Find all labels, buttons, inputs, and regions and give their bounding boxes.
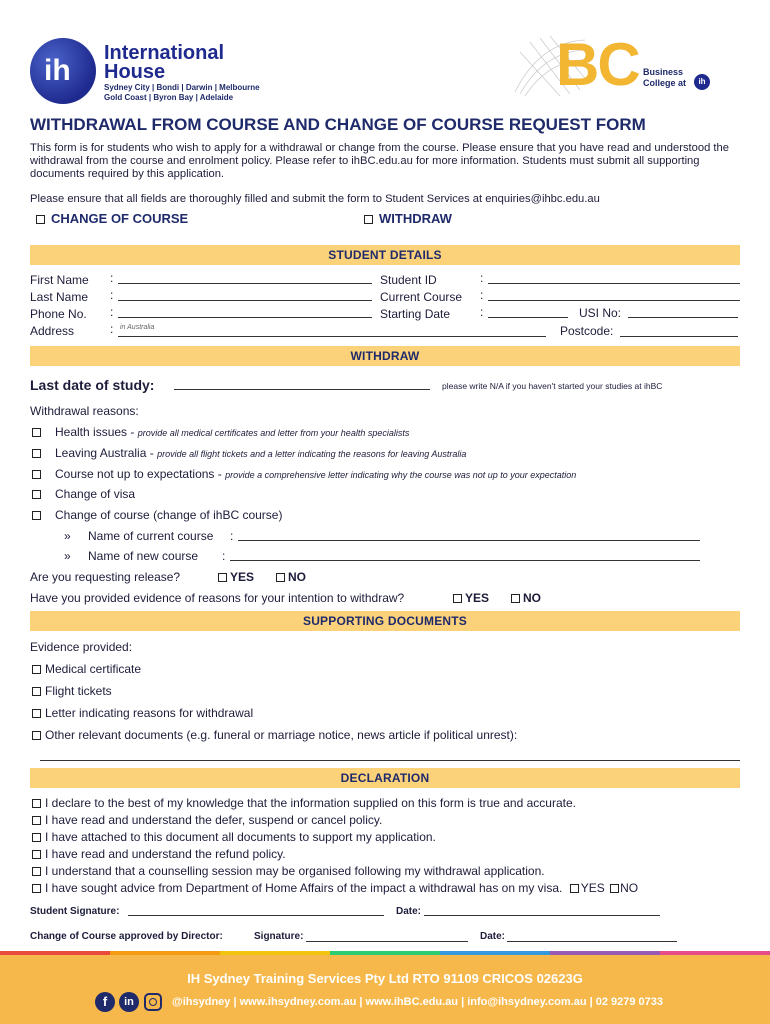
doc-checkbox[interactable] [32,687,41,696]
current-course-name-label: Name of current course [88,529,214,543]
bc-sub-2: College at [643,78,687,88]
date-field[interactable] [424,915,660,916]
doc-letter[interactable]: Letter indicating reasons for withdrawal [32,706,253,720]
first-name-field[interactable] [118,283,372,284]
colon: : [110,322,114,336]
footer [0,955,770,1024]
release-yes[interactable]: YES [218,570,254,584]
declaration-item[interactable]: I declare to the best of my knowledge that the information supplied on this form is true and accurate. [32,796,576,810]
reason-checkbox[interactable] [32,511,41,520]
ih-cities-1: Sydney City | Bondi | Darwin | Melbourne [104,83,260,92]
first-name-label: First Name [30,273,89,287]
director-date-field[interactable] [507,941,677,942]
doc-flight[interactable]: Flight tickets [32,684,112,698]
other-documents-field[interactable] [40,760,740,761]
colon: : [480,271,484,285]
director-signature-field[interactable] [306,941,468,942]
reason-checkbox[interactable] [32,449,41,458]
footer-company: IH Sydney Training Services Pty Ltd RTO 91109 CRICOS 02623G [187,971,583,986]
declaration-checkbox[interactable] [32,867,41,876]
last-name-label: Last Name [30,290,89,304]
date-label: Date: [396,906,422,917]
declaration-checkbox[interactable] [32,884,41,893]
starting-date-field[interactable] [488,317,568,318]
facebook-icon[interactable]: f [95,992,115,1012]
bullet: » [64,529,71,543]
reason-change-course[interactable]: Change of course (change of ihBC course) [32,508,282,522]
last-date-label: Last date of study: [30,377,155,393]
bc-sub-1: Business [643,67,684,77]
colon: : [110,305,114,319]
intro-text: This form is for students who wish to apply for a withdrawal or change from the course. Please ensure that you have read and understood the withdrawal from the course and enrolment policy. Please refer to ihBC.edu.au for more information. Students must submit all supporting documents required by this application. [30,142,729,180]
visa-yes-checkbox[interactable] [570,884,579,893]
withdraw-checkbox[interactable] [364,215,373,224]
colon: : [230,529,234,543]
usi-field[interactable] [628,317,738,318]
current-course-label: Current Course [380,290,463,304]
colon: : [480,288,484,302]
ih-small-badge: ih [694,74,710,90]
colon: : [110,271,114,285]
last-date-field[interactable] [174,389,430,390]
visa-no-checkbox[interactable] [610,884,619,893]
student-signature-field[interactable] [128,915,384,916]
bc-letters: BC [556,31,639,98]
colon: : [110,288,114,302]
phone-field[interactable] [118,317,372,318]
last-date-note: please write N/A if you haven't started your studies at ihBC [442,381,663,391]
release-question: Are you requesting release? [30,570,181,584]
reason-expectations[interactable]: Course not up to expectations - provide a comprehensive letter indicating why the course was not up to your expectation [32,467,576,481]
declaration-item[interactable]: I have sought advice from Department of Home Affairs of the impact a withdrawal has on my visa. YES NO [32,881,638,895]
current-course-field[interactable] [488,300,740,301]
change-of-course-checkbox[interactable] [36,215,45,224]
student-id-field[interactable] [488,283,740,284]
doc-checkbox[interactable] [32,709,41,718]
declaration-item[interactable]: I understand that a counselling session may be organised following my withdrawal application. [32,864,545,878]
withdraw-option[interactable]: WITHDRAW [364,211,452,226]
new-course-name-field[interactable] [230,560,700,561]
doc-medical[interactable]: Medical certificate [32,662,141,676]
ih-logo [30,36,270,106]
supporting-documents-header: SUPPORTING DOCUMENTS [30,611,740,631]
student-details-header: STUDENT DETAILS [30,245,740,265]
starting-date-label: Starting Date [380,307,451,321]
change-of-course-option[interactable]: CHANGE OF COURSE [36,211,188,226]
last-name-field[interactable] [118,300,372,301]
colon: : [480,305,484,319]
doc-other[interactable]: Other relevant documents (e.g. funeral or marriage notice, news article if political unrest): [32,728,517,742]
address-label: Address [30,324,75,338]
date-label: Date: [480,931,506,942]
instagram-icon[interactable] [144,993,162,1011]
signature-label: Signature: [254,931,304,942]
declaration-checkbox[interactable] [32,799,41,808]
bc-logo [510,32,730,102]
reason-health[interactable]: Health issues - provide all medical certificates and letter from your health specialists [32,425,409,439]
evidence-yes[interactable]: YES [453,591,489,605]
reason-checkbox[interactable] [32,428,41,437]
reason-checkbox[interactable] [32,490,41,499]
ih-cities-2: Gold Coast | Byron Bay | Adelaide [104,93,234,102]
linkedin-icon[interactable]: in [119,992,139,1012]
declaration-item[interactable]: I have read and understand the defer, suspend or cancel policy. [32,813,382,827]
usi-label: USI No: [579,306,622,320]
withdraw-header: WITHDRAW [30,346,740,366]
release-yes-checkbox[interactable] [218,573,227,582]
declaration-checkbox[interactable] [32,816,41,825]
reason-leaving[interactable]: Leaving Australia - provide all flight tickets and a letter indicating the reasons for leaving Australia [32,446,466,460]
director-approval-label: Change of Course approved by Director: [30,931,223,942]
phone-label: Phone No. [30,307,87,321]
postcode-label: Postcode: [560,324,614,338]
colon: : [222,549,226,563]
ih-globe-letters: ih [44,54,71,87]
form-title: WITHDRAWAL FROM COURSE AND CHANGE OF COURSE REQUEST FORM [30,115,646,134]
doc-checkbox[interactable] [32,731,41,740]
declaration-checkbox[interactable] [32,850,41,859]
current-course-name-field[interactable] [238,540,700,541]
address-hint: in Australia [120,324,155,331]
doc-checkbox[interactable] [32,665,41,674]
reason-checkbox[interactable] [32,470,41,479]
evidence-no[interactable]: NO [511,591,541,605]
footer-contacts: @ihsydney | www.ihsydney.com.au | www.ihBC.edu.au | info@ihsydney.com.au | 02 9279 0733 [172,996,664,1008]
withdrawal-reasons-label: Withdrawal reasons: [30,404,139,418]
declaration-item[interactable]: I have attached to this document all documents to support my application. [32,830,436,844]
postcode-field[interactable] [620,336,738,337]
bullet: » [64,549,71,563]
evidence-yes-checkbox[interactable] [453,594,462,603]
student-id-label: Student ID [380,273,437,287]
release-no[interactable]: NO [276,570,306,584]
student-signature-label: Student Signature: [30,906,120,917]
new-course-name-label: Name of new course [88,549,199,563]
evidence-question: Have you provided evidence of reasons for your intention to withdraw? [30,591,405,605]
ensure-text: Please ensure that all fields are thoroughly filled and submit the form to Student Services at enquiries@ihbc.edu.au [30,193,600,205]
reason-visa[interactable]: Change of visa [32,487,135,501]
evidence-provided-label: Evidence provided: [30,640,133,654]
declaration-checkbox[interactable] [32,833,41,842]
ih-brand-name: International House [104,42,225,83]
evidence-no-checkbox[interactable] [511,594,520,603]
address-field[interactable] [118,336,546,337]
declaration-header: DECLARATION [30,768,740,788]
release-no-checkbox[interactable] [276,573,285,582]
declaration-item[interactable]: I have read and understand the refund policy. [32,847,286,861]
